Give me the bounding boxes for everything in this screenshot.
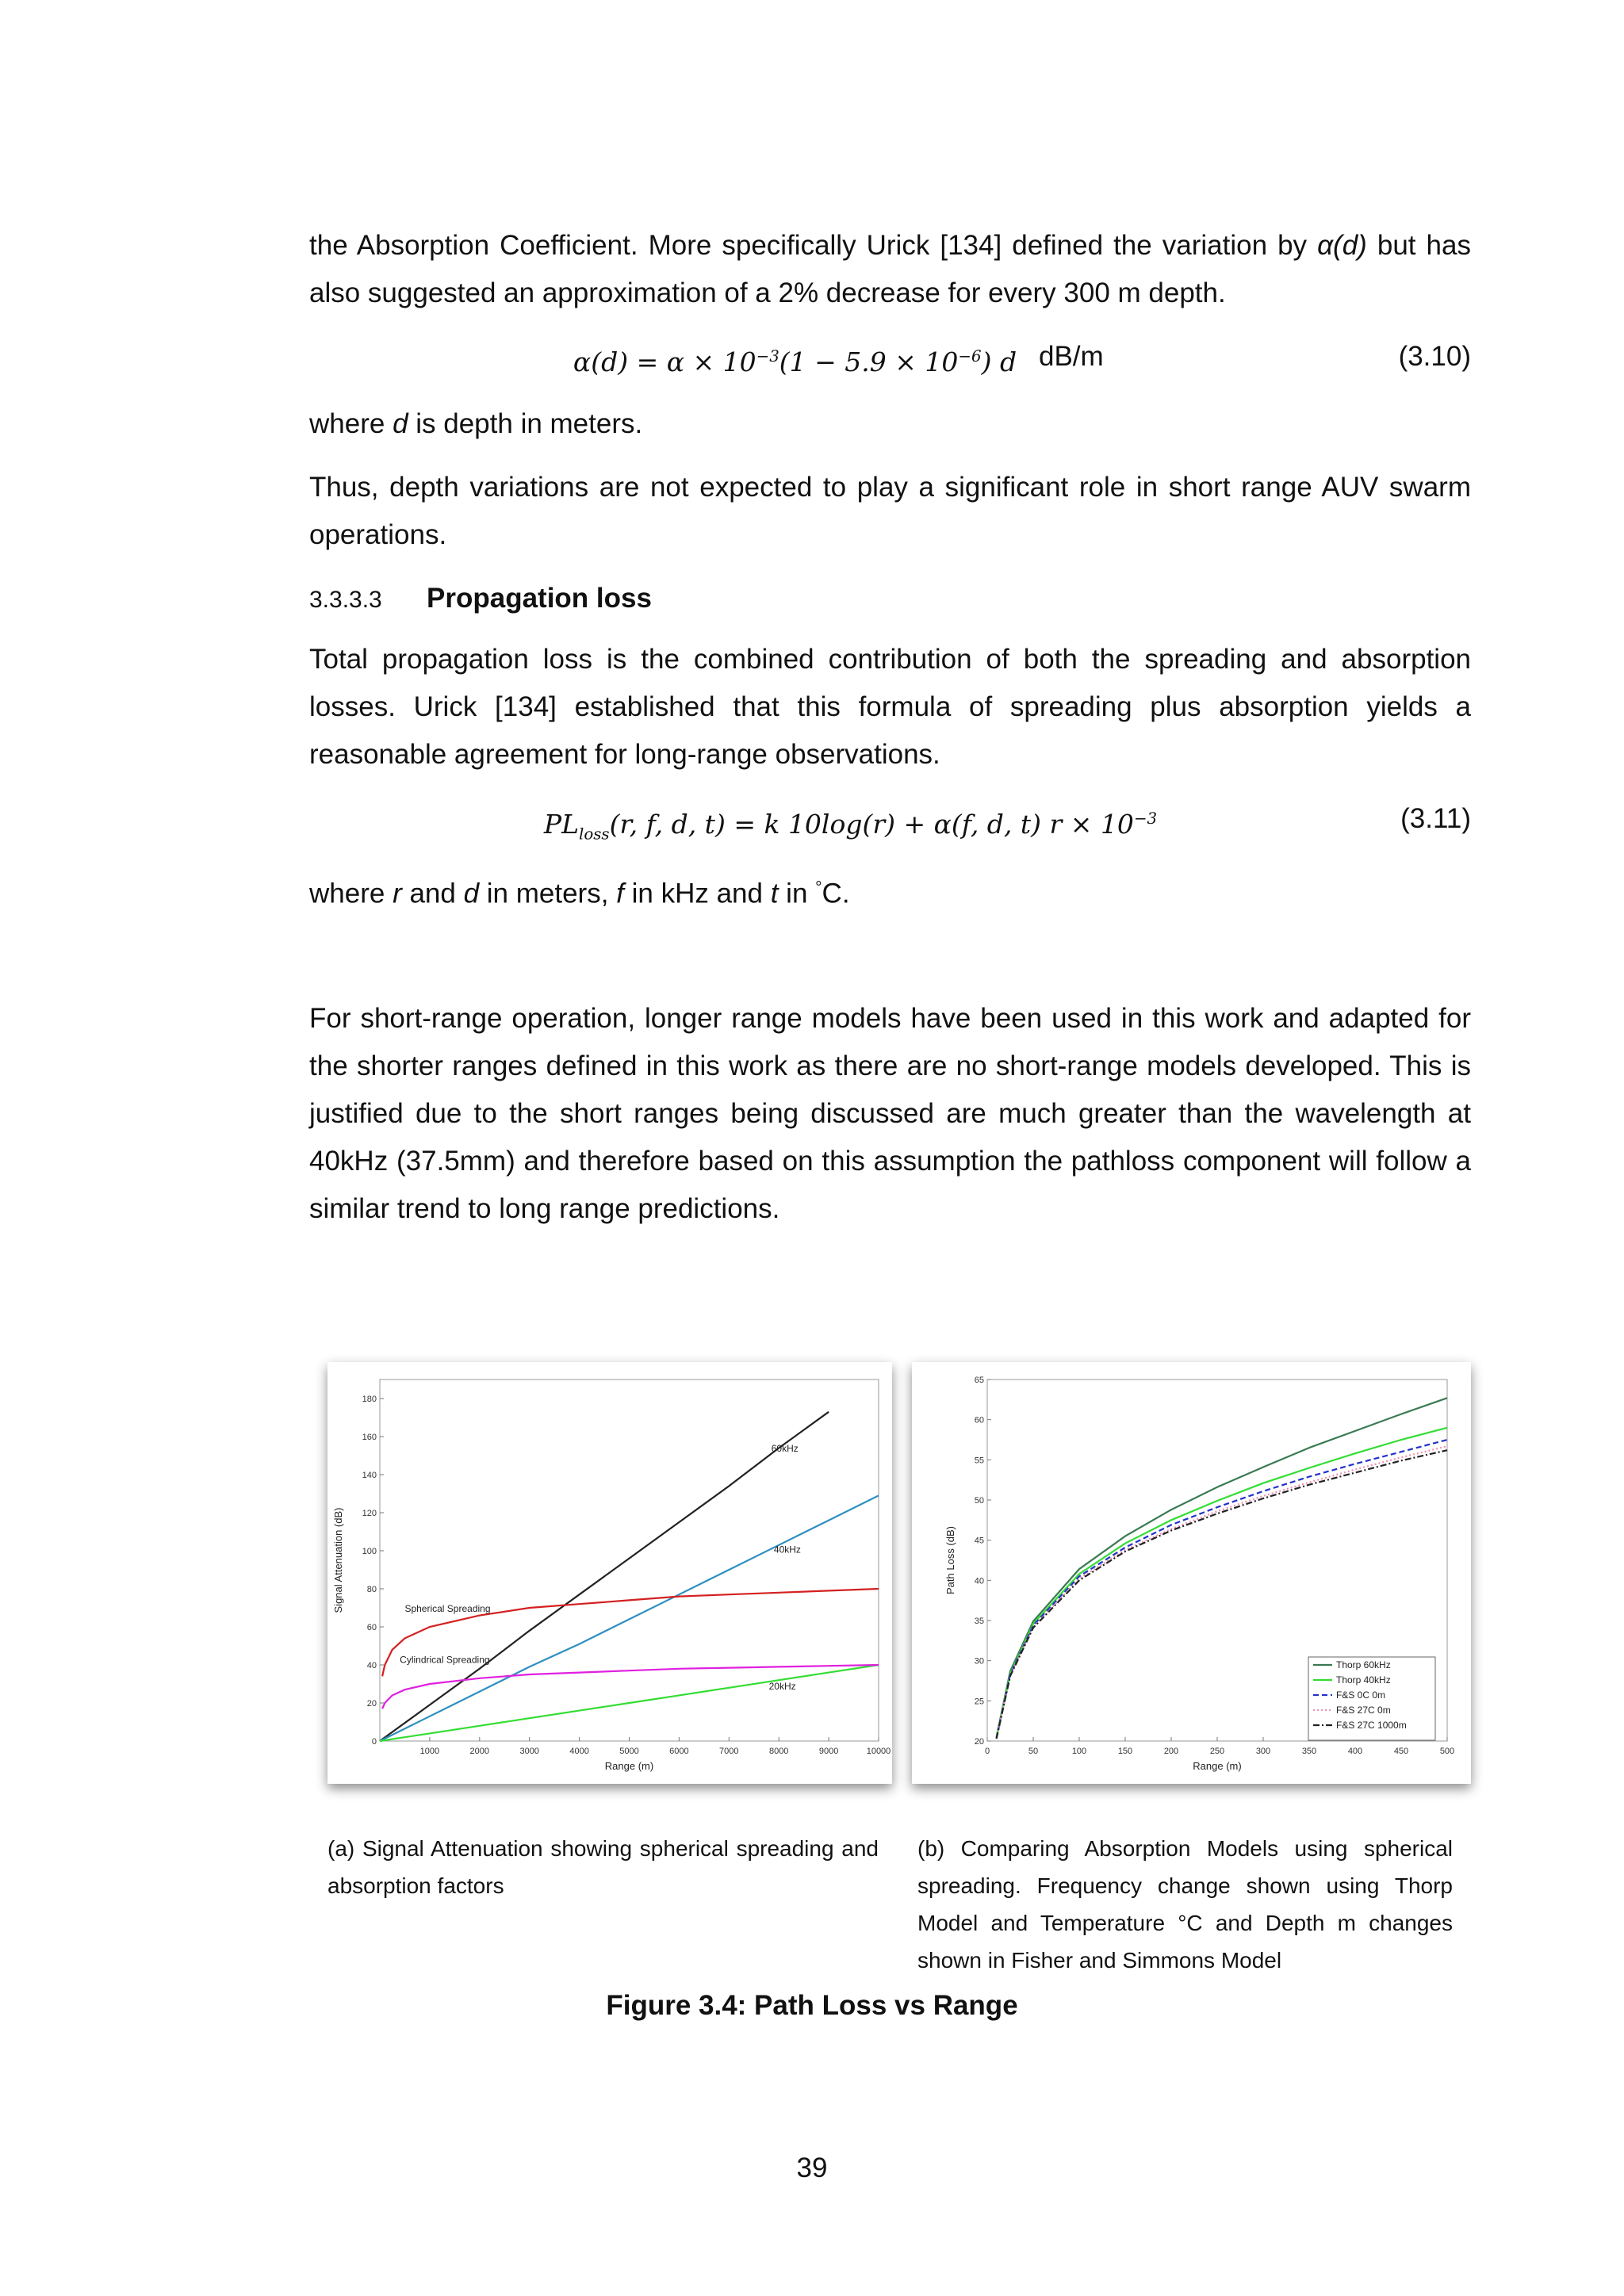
x-tick-label: 10000 bbox=[866, 1747, 891, 1756]
x-tick-label: 6000 bbox=[669, 1747, 689, 1756]
y-tick-label: 50 bbox=[974, 1496, 984, 1506]
x-tick-label: 3000 bbox=[519, 1747, 539, 1756]
annotation-label: 60kHz bbox=[771, 1443, 799, 1455]
x-tick-label: 4000 bbox=[569, 1747, 589, 1756]
y-axis-label: Path Loss (dB) bbox=[944, 1526, 956, 1594]
y-tick-label: 35 bbox=[974, 1617, 984, 1626]
legend-label: F&S 0C 0m bbox=[1336, 1689, 1386, 1701]
equation-number: (3.10) bbox=[1398, 341, 1471, 372]
figure-title: Figure 3.4: Path Loss vs Range bbox=[606, 1990, 1018, 2021]
x-tick-label: 5000 bbox=[619, 1747, 639, 1756]
annotation-label: 20kHz bbox=[768, 1681, 796, 1693]
chart-path-loss bbox=[912, 1362, 1471, 1784]
legend-label: F&S 27C 1000m bbox=[1336, 1720, 1407, 1731]
x-tick-label: 500 bbox=[1439, 1747, 1455, 1756]
legend-label: Thorp 60kHz bbox=[1336, 1659, 1391, 1670]
x-tick-label: 0 bbox=[984, 1747, 990, 1756]
figure-caption-a: (a) Signal Attenuation showing spherical spreading and absorption factors bbox=[327, 1836, 879, 1898]
section-number: 3.3.3.3 bbox=[309, 587, 382, 613]
text-run-italic: α(d) bbox=[1317, 230, 1367, 261]
y-tick-label: 0 bbox=[371, 1737, 377, 1747]
paragraph-absorption-depth bbox=[309, 222, 1471, 317]
y-tick-label: 30 bbox=[974, 1656, 984, 1667]
y-tick-label: 55 bbox=[974, 1456, 984, 1466]
x-tick-label: 350 bbox=[1301, 1747, 1317, 1756]
y-tick-label: 100 bbox=[362, 1547, 377, 1556]
y-tick-label: 40 bbox=[974, 1576, 984, 1586]
paragraph-total-propagation-loss: Total propagation loss is the combined contribution of both the spreading and absorption losses. Urick [134] established that this formula of spreading plus absorption yields a reasonable agreement for long-range observations. bbox=[309, 644, 1471, 770]
x-tick-label: 100 bbox=[1071, 1747, 1087, 1756]
paragraph-depth-variations: Thus, depth variations are not expected to play a significant role in short range AUV swarm operations. bbox=[309, 472, 1471, 550]
x-axis-label: Range (m) bbox=[1193, 1760, 1242, 1772]
x-tick-label: 250 bbox=[1209, 1747, 1225, 1756]
equation-body: $\alpha(d) = \alpha \times 10^{-3}(1 - 5.9 \times 10^{-6})$ d bbox=[573, 346, 1017, 377]
x-tick-label: 450 bbox=[1393, 1747, 1409, 1756]
y-tick-label: 120 bbox=[362, 1509, 377, 1518]
paragraph-depth-definition: where d is depth in meters. bbox=[309, 408, 643, 439]
y-tick-label: 80 bbox=[366, 1585, 377, 1594]
legend-label: F&S 27C 0m bbox=[1336, 1705, 1391, 1716]
section-title: Propagation loss bbox=[427, 583, 652, 614]
y-tick-label: 20 bbox=[974, 1737, 984, 1747]
page-number: 39 bbox=[796, 2152, 828, 2183]
figure-panel-b bbox=[912, 1362, 1471, 1784]
y-tick-label: 60 bbox=[974, 1415, 984, 1425]
x-tick-label: 400 bbox=[1347, 1747, 1363, 1756]
x-tick-label: 200 bbox=[1163, 1747, 1179, 1756]
x-tick-label: 50 bbox=[1028, 1747, 1039, 1756]
paragraph-short-range-models: For short-range operation, longer range models have been used in this work and adapted for the shorter ranges defined in this work as there are no short-range models developed. This is justified due to the short ranges being discussed are much greater than the wavelength at 40kHz (37.5mm) and therefore based on this assumption the pathloss component will follow a similar trend to long range predictions. bbox=[309, 1003, 1471, 1224]
x-tick-label: 2000 bbox=[469, 1747, 490, 1756]
x-tick-label: 150 bbox=[1117, 1747, 1133, 1756]
equation-body: $PL_{loss}(r$, f, d, t) = k 10log(r) + α(f, d, t) $r \times 10^{-3}$ bbox=[543, 809, 1158, 844]
chart-signal-attenuation bbox=[327, 1362, 892, 1784]
x-tick-label: 9000 bbox=[818, 1747, 839, 1756]
equation-unit: dB/m bbox=[1039, 341, 1104, 372]
y-tick-label: 65 bbox=[974, 1376, 984, 1385]
y-tick-label: 40 bbox=[366, 1661, 377, 1670]
y-tick-label: 160 bbox=[362, 1433, 377, 1442]
y-tick-label: 45 bbox=[974, 1536, 984, 1546]
annotation-label: Spherical Spreading bbox=[404, 1602, 491, 1614]
x-tick-label: 7000 bbox=[719, 1747, 739, 1756]
y-axis-label: Signal Attenuation (dB) bbox=[332, 1507, 344, 1613]
legend-label: Thorp 40kHz bbox=[1336, 1674, 1391, 1686]
y-tick-label: 60 bbox=[366, 1623, 377, 1632]
section-heading bbox=[309, 575, 652, 624]
text-run: the Absorption Coefficient. More specifically Urick [134] defined the variation by bbox=[309, 230, 1318, 261]
x-tick-label: 300 bbox=[1255, 1747, 1271, 1756]
paragraph-units: where r and d in meters, f in kHz and t in °C. bbox=[309, 878, 850, 909]
equation-3-11 bbox=[309, 795, 1471, 843]
x-tick-label: 8000 bbox=[768, 1747, 789, 1756]
text-run: but has also suggested an approximation of a 2% decrease for every 300 m depth. bbox=[309, 230, 1471, 308]
y-tick-label: 140 bbox=[362, 1471, 377, 1480]
x-axis-label: Range (m) bbox=[604, 1760, 654, 1772]
equation-3-10 bbox=[309, 333, 1471, 381]
y-tick-label: 20 bbox=[366, 1699, 377, 1709]
figure-caption-b: (b) Comparing Absorption Models using spherical spreading. Frequency change shown using Thorp Model and Temperature °C and Depth m changes shown in Fisher and Simmons Model bbox=[917, 1836, 1453, 1973]
annotation-label: 40kHz bbox=[773, 1544, 801, 1556]
x-tick-label: 1000 bbox=[419, 1747, 440, 1756]
y-tick-label: 25 bbox=[974, 1697, 984, 1707]
y-tick-label: 180 bbox=[362, 1395, 377, 1404]
figure-panel-a bbox=[327, 1362, 892, 1784]
annotation-label: Cylindrical Spreading bbox=[400, 1654, 490, 1666]
equation-number: (3.11) bbox=[1400, 803, 1471, 834]
